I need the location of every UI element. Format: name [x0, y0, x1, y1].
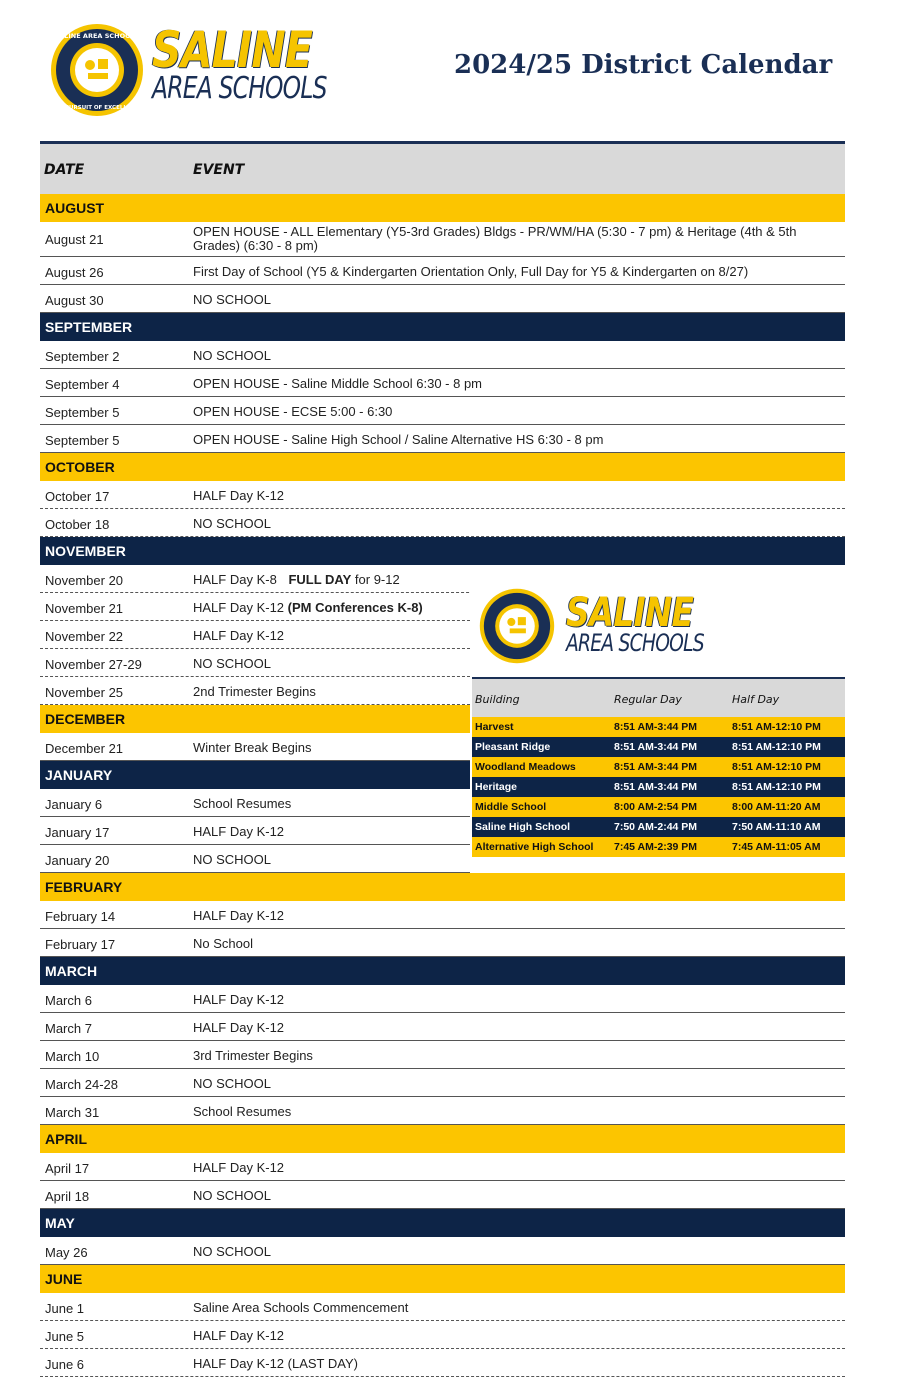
row-event: [193, 265, 838, 279]
row-event-text: HALF Day K-12: [193, 824, 285, 839]
schedule-row: [472, 837, 845, 857]
row-event-text: HALF Day K-12: [193, 1160, 285, 1175]
row-date: December 21: [45, 741, 124, 756]
row-event-tail: for 9-12: [354, 572, 400, 587]
schedule-header-building: Building: [475, 693, 520, 706]
month-header-april: APRIL: [40, 1125, 845, 1153]
row-date: June 5: [45, 1329, 85, 1344]
schedule-row: [472, 737, 845, 757]
table-row: [40, 649, 470, 677]
schedule-half: 7:45 AM-11:05 AM: [732, 841, 821, 853]
row-date: February 14: [45, 909, 116, 924]
row-date: November 20: [45, 573, 124, 588]
row-event: [193, 225, 838, 253]
row-event-text: HALF Day K-12 (LAST DAY): [193, 1356, 358, 1371]
table-row: [40, 845, 470, 873]
row-event: [193, 1021, 838, 1035]
table-row: [40, 1293, 845, 1321]
schedule-half: 8:51 AM-12:10 PM: [732, 781, 821, 793]
row-date: June 1: [45, 1301, 85, 1316]
row-date: May 26: [45, 1245, 88, 1260]
schedule-building: Heritage: [475, 781, 518, 793]
schedule-header-half: Half Day: [732, 693, 780, 706]
row-event-text: HALF Day K-12: [193, 908, 285, 923]
row-event: [193, 1245, 838, 1259]
district-seal-logo: [50, 23, 144, 117]
row-date: October 18: [45, 517, 110, 532]
schedule-half: 8:51 AM-12:10 PM: [732, 741, 821, 753]
schedule-header-regular: Regular Day: [614, 693, 682, 706]
row-event: [193, 489, 838, 503]
schedule-regular: 8:51 AM-3:44 PM: [614, 741, 698, 753]
row-event: [193, 1049, 838, 1063]
row-event-text: HALF Day K-12: [193, 600, 285, 615]
row-date: September 5: [45, 433, 120, 448]
schedule-building: Middle School: [475, 801, 547, 813]
brand-bottom: AREA SCHOOLS: [152, 71, 327, 106]
row-event: [193, 377, 838, 391]
month-header-september: SEPTEMBER: [40, 313, 845, 341]
row-event: [193, 433, 838, 447]
row-date: March 7: [45, 1021, 92, 1036]
row-event: [193, 629, 463, 643]
month-header-october: OCTOBER: [40, 453, 845, 481]
row-event: [193, 1329, 838, 1343]
row-event-text: HALF Day K-12: [193, 1020, 285, 1035]
table-row: [40, 1153, 845, 1181]
table-row: [40, 481, 845, 509]
row-event-text: 2nd Trimester Begins: [193, 684, 316, 699]
schedule-row: [472, 817, 845, 837]
schedule-regular: 8:00 AM-2:54 PM: [614, 801, 698, 813]
table-row: [40, 1069, 845, 1097]
table-row: [40, 222, 845, 257]
schedule-building: Alternative High School: [475, 841, 594, 853]
row-event-text: HALF Day K-12: [193, 488, 285, 503]
row-event: [193, 853, 463, 867]
brand-bottom-small: AREA SCHOOLS: [566, 629, 704, 657]
schedule-half: 8:51 AM-12:10 PM: [732, 761, 821, 773]
row-event-text: NO SCHOOL: [193, 1244, 272, 1259]
row-event-text: OPEN HOUSE - Saline Middle School 6:30 - 8 pm: [193, 376, 483, 391]
row-date: August 26: [45, 265, 104, 280]
row-event-text: NO SCHOOL: [193, 1076, 272, 1091]
row-event: [193, 1301, 838, 1315]
row-date: November 22: [45, 629, 124, 644]
row-event: [193, 741, 463, 755]
table-row: [40, 425, 845, 453]
row-event-text: No School: [193, 936, 253, 951]
row-event: [193, 349, 838, 363]
month-header-november: NOVEMBER: [40, 537, 845, 565]
table-row: [40, 733, 470, 761]
row-date: January 17: [45, 825, 110, 840]
row-event: [193, 993, 838, 1007]
row-date: March 6: [45, 993, 92, 1008]
row-event-text: HALF Day K-8: [193, 572, 277, 587]
row-event: [193, 1105, 838, 1119]
schedule-body: [472, 717, 845, 857]
schedule-row: [472, 777, 845, 797]
row-date: August 21: [45, 232, 104, 247]
table-row: [40, 1013, 845, 1041]
schedule-half: 8:00 AM-11:20 AM: [732, 801, 821, 813]
row-event: [193, 1161, 838, 1175]
row-event-text: HALF Day K-12: [193, 628, 285, 643]
row-date: September 4: [45, 377, 120, 392]
row-event-text: HALF Day K-12: [193, 992, 285, 1007]
row-date: March 31: [45, 1105, 100, 1120]
row-date: October 17: [45, 489, 110, 504]
month-header-march: MARCH: [40, 957, 845, 985]
row-event-text: OPEN HOUSE - ALL Elementary (Y5-3rd Grades) Bldgs - PR/WM/HA (5:30 - 7 pm) & Heritage (4th & 5th Grades) (6:30 - 8 pm): [193, 224, 797, 253]
schedule-building: Harvest: [475, 721, 514, 733]
schedule-regular: 7:45 AM-2:39 PM: [614, 841, 698, 853]
month-header-december: DECEMBER: [40, 705, 470, 733]
row-event: [193, 1357, 838, 1371]
row-event: [193, 601, 463, 615]
bell-schedule-panel: [470, 573, 850, 863]
row-date: March 24-28: [45, 1077, 118, 1092]
table-row: [40, 901, 845, 929]
bell-schedule-table: [472, 677, 845, 857]
table-row: [40, 593, 470, 621]
schedule-header: [472, 677, 845, 717]
table-row: [40, 789, 470, 817]
brand-top-small: SALINE: [566, 590, 694, 636]
row-event-text: NO SCHOOL: [193, 292, 272, 307]
table-row: [40, 621, 470, 649]
row-date: November 25: [45, 685, 124, 700]
row-event: [193, 797, 463, 811]
row-event-text: First Day of School (Y5 & Kindergarten Orientation Only, Full Day for Y5 & Kindergarten on 8/27): [193, 264, 749, 279]
brand-top: SALINE: [152, 21, 313, 79]
row-event: [193, 405, 838, 419]
month-header-may: MAY: [40, 1209, 845, 1237]
row-event: [193, 1189, 838, 1203]
schedule-regular: 8:51 AM-3:44 PM: [614, 781, 698, 793]
row-date: April 17: [45, 1161, 90, 1176]
row-date: September 5: [45, 405, 120, 420]
row-date: August 30: [45, 293, 104, 308]
table-row: [40, 257, 845, 285]
schedule-regular: 7:50 AM-2:44 PM: [614, 821, 698, 833]
schedule-row: [472, 717, 845, 737]
row-date: January 20: [45, 853, 110, 868]
table-row: [40, 677, 470, 705]
row-event-text: NO SCHOOL: [193, 852, 272, 867]
row-event-text: 3rd Trimester Begins: [193, 1048, 313, 1063]
row-event-text: Winter Break Begins: [193, 740, 312, 755]
row-event-bold: FULL DAY: [288, 572, 352, 587]
district-seal-logo-small: [479, 588, 555, 664]
row-event-text: Saline Area Schools Commencement: [193, 1300, 409, 1315]
month-header-january: JANUARY: [40, 761, 470, 789]
table-row: [40, 817, 470, 845]
header-date: DATE: [44, 162, 85, 178]
schedule-regular: 8:51 AM-3:44 PM: [614, 761, 698, 773]
seal-text-top: SALINE AREA SCHOOLS: [54, 32, 140, 40]
row-event-text: School Resumes: [193, 1104, 292, 1119]
table-row: [40, 509, 845, 537]
table-row: [40, 1349, 845, 1377]
table-row: [40, 341, 845, 369]
row-event: [193, 937, 838, 951]
seal-text-bottom: THE PURSUIT OF EXCELLENCE: [50, 105, 144, 111]
schedule-building: Woodland Meadows: [475, 761, 576, 773]
schedule-building: Saline High School: [475, 821, 571, 833]
row-event-text: NO SCHOOL: [193, 656, 272, 671]
month-header-june: JUNE: [40, 1265, 845, 1293]
row-event-text: NO SCHOOL: [193, 1188, 272, 1203]
table-row: [40, 1041, 845, 1069]
row-event: [193, 517, 838, 531]
row-event: [193, 1077, 838, 1091]
table-row: [40, 1181, 845, 1209]
schedule-building: Pleasant Ridge: [475, 741, 551, 753]
row-date: April 18: [45, 1189, 90, 1204]
row-event: [193, 657, 463, 671]
table-row: [40, 369, 845, 397]
schedule-half: 8:51 AM-12:10 PM: [732, 721, 821, 733]
schedule-row: [472, 757, 845, 777]
brand-wordmark: [152, 21, 376, 106]
month-header-february: FEBRUARY: [40, 873, 845, 901]
brand-wordmark-small: [566, 590, 743, 657]
row-event-text: OPEN HOUSE - ECSE 5:00 - 6:30: [193, 404, 393, 419]
schedule-row: [472, 797, 845, 817]
row-date: June 6: [45, 1357, 85, 1372]
table-row: [40, 397, 845, 425]
schedule-half: 7:50 AM-11:10 AM: [732, 821, 821, 833]
row-date: September 2: [45, 349, 120, 364]
row-date: February 17: [45, 937, 116, 952]
row-event: [193, 685, 463, 699]
row-event-text: HALF Day K-12: [193, 1328, 285, 1343]
table-row: [40, 985, 845, 1013]
row-event: [193, 825, 463, 839]
schedule-regular: 8:51 AM-3:44 PM: [614, 721, 698, 733]
row-event: [193, 909, 838, 923]
table-row: [40, 929, 845, 957]
page-title: 2024/25 District Calendar: [454, 50, 833, 80]
table-row: [40, 1321, 845, 1349]
table-row: [40, 285, 845, 313]
row-date: January 6: [45, 797, 103, 812]
header-event: EVENT: [193, 162, 245, 178]
row-event-text: School Resumes: [193, 796, 292, 811]
table-row: [40, 1237, 845, 1265]
row-event-text: NO SCHOOL: [193, 516, 272, 531]
row-event-text: OPEN HOUSE - Saline High School / Saline Alternative HS 6:30 - 8 pm: [193, 432, 604, 447]
row-event-bold: (PM Conferences K-8): [287, 600, 423, 615]
table-row: [40, 1097, 845, 1125]
row-event-text: NO SCHOOL: [193, 348, 272, 363]
row-event: [193, 293, 838, 307]
row-date: November 27-29: [45, 657, 142, 672]
row-date: November 21: [45, 601, 124, 616]
month-header-august: AUGUST: [40, 194, 845, 222]
table-header: [40, 141, 845, 194]
row-date: March 10: [45, 1049, 100, 1064]
